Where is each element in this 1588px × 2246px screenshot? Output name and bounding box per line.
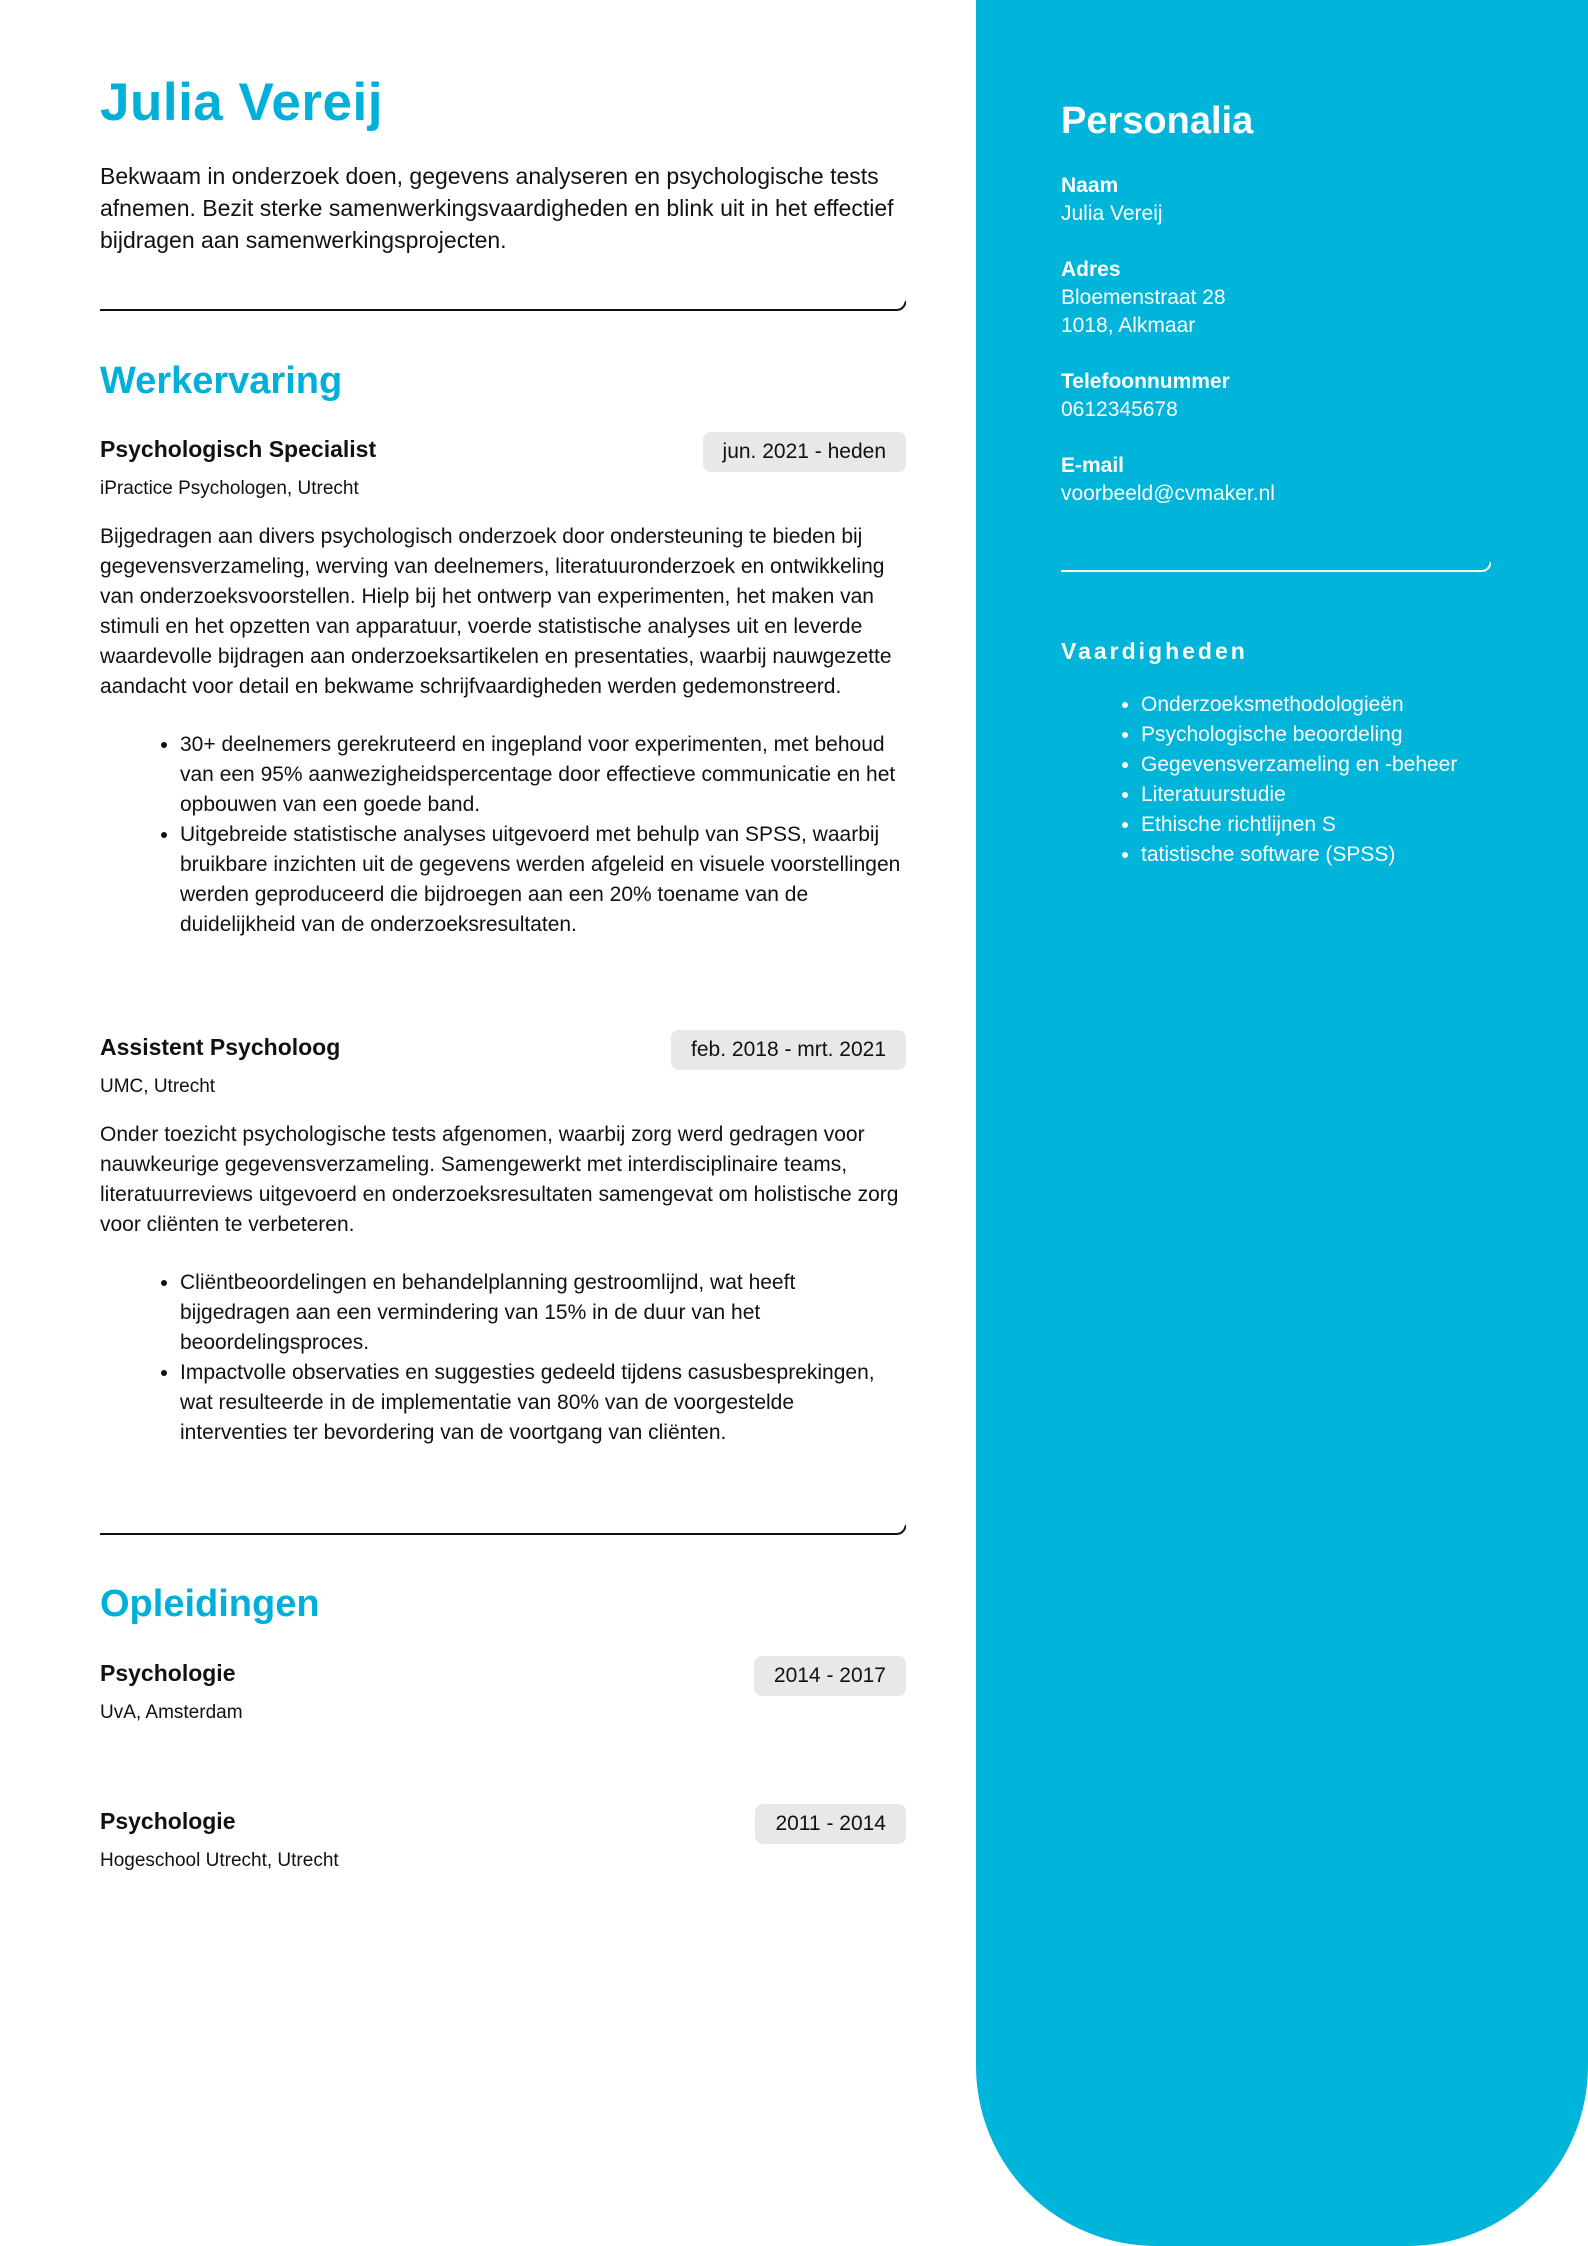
personalia-title: Personalia [1061, 100, 1254, 142]
section-divider [100, 1521, 906, 1537]
date-badge: 2011 - 2014 [755, 1804, 906, 1844]
job-achievements [100, 730, 906, 940]
skill-item: • Gegevensverzameling en -beheer [1141, 750, 1581, 780]
skill-item: • Onderzoeksmethodologieën [1141, 690, 1581, 720]
school-name: Hogeschool Utrecht, Utrecht [100, 1850, 339, 1871]
date-badge: feb. 2018 - mrt. 2021 [671, 1030, 906, 1070]
date-badge: 2014 - 2017 [754, 1656, 906, 1696]
job-organization: iPractice Psychologen, Utrecht [100, 478, 359, 499]
skills-list [1061, 690, 1581, 870]
candidate-name: Julia Vereij [100, 73, 383, 132]
email-label: E-mail [1061, 454, 1125, 477]
job-description: Bijgedragen aan divers psychologisch onderzoek door ondersteuning te bieden bij gegevensverzameling, werving van deelnemers, literatuuronderzoek en ontwikkeling van onderzoeksvoorstellen. Hielp bij het ontwerp van experimenten, het maken van stimuli en het opzetten van apparatuur, voerde statistische analyses uit en leverde waardevolle bijdragen aan onderzoeksartikelen en presentaties, waarbij nauwgezette aandacht voor detail en bekwame schrijfvaardigheden werden gedemonstreerd. [100, 525, 892, 698]
education-entry [100, 1804, 906, 1872]
job-entry [100, 432, 906, 940]
phone-label: Telefoonnummer [1061, 370, 1230, 393]
education-entry [100, 1656, 906, 1724]
date-badge: jun. 2021 - heden [703, 432, 906, 472]
school-name: UvA, Amsterdam [100, 1702, 243, 1723]
personal-phone [1061, 368, 1501, 424]
address-line-2: 1018, Alkmaar [1061, 314, 1196, 337]
job-title: Psychologisch Specialist [100, 436, 377, 462]
personal-address [1061, 256, 1501, 340]
job-entry [100, 1030, 906, 1448]
skill-item: • Psychologische beoordeling [1141, 720, 1581, 750]
personal-email [1061, 452, 1501, 508]
experience-title: Werkervaring [100, 360, 343, 402]
achievement-item: • 30+ deelnemers gerekruteerd en ingepland voor experimenten, met behoud van een 95% aanwezigheidspercentage door effectieve communicatie en het opbouwen van een goede band. [180, 730, 906, 820]
sidebar [976, 0, 1588, 2246]
address-line-1: Bloemenstraat 28 [1061, 286, 1226, 309]
education-title: Opleidingen [100, 1583, 320, 1625]
skill-item: • Literatuurstudie [1141, 780, 1581, 810]
skills-title: Vaardigheden [1061, 638, 1248, 664]
name-label: Naam [1061, 174, 1119, 197]
section-divider [100, 297, 906, 313]
skill-item: • tatistische software (SPSS) [1141, 840, 1581, 870]
degree-title: Psychologie [100, 1808, 236, 1834]
sidebar-divider [1061, 558, 1491, 574]
email-value[interactable]: voorbeeld@cvmaker.nl [1061, 482, 1275, 505]
achievement-item: • Cliëntbeoordelingen en behandelplanning gestroomlijnd, wat heeft bijgedragen aan een vermindering van 15% in de duur van het beoordelingsproces. [180, 1268, 906, 1358]
job-title: Assistent Psycholoog [100, 1034, 341, 1060]
degree-title: Psychologie [100, 1660, 236, 1686]
name-value: Julia Vereij [1061, 202, 1163, 225]
achievement-item: • Uitgebreide statistische analyses uitgevoerd met behulp van SPSS, waarbij bruikbare inzichten uit de gegevens werden afgeleid en visuele voorstellingen werden geproduceerd die bijdroegen aan een 20% toename van de duidelijkheid van de onderzoeksresultaten. [180, 820, 906, 940]
address-label: Adres [1061, 258, 1121, 281]
achievement-item: • Impactvolle observaties en suggesties gedeeld tijdens casusbesprekingen, wat resulteerde in de implementatie van 80% van de voorgestelde interventies ter bevordering van de voortgang van cliënten. [180, 1358, 906, 1448]
job-organization: UMC, Utrecht [100, 1076, 216, 1097]
profile-summary: Bekwaam in onderzoek doen, gegevens analyseren en psychologische tests afnemen. Bezit sterke samenwerkingsvaardigheden en blink uit in het effectief bijdragen aan samenwerkingsprojecten. [100, 163, 894, 253]
job-achievements [100, 1268, 906, 1448]
skill-item: • Ethische richtlijnen S [1141, 810, 1581, 840]
personal-name [1061, 172, 1501, 228]
job-description: Onder toezicht psychologische tests afgenomen, waarbij zorg werd gedragen voor nauwkeurige gegevensverzameling. Samengewerkt met interdisciplinaire teams, literatuurreviews uitgevoerd en onderzoeksresultaten samengevat om holistische zorg voor cliënten te verbeteren. [100, 1123, 899, 1236]
phone-value: 0612345678 [1061, 398, 1178, 421]
